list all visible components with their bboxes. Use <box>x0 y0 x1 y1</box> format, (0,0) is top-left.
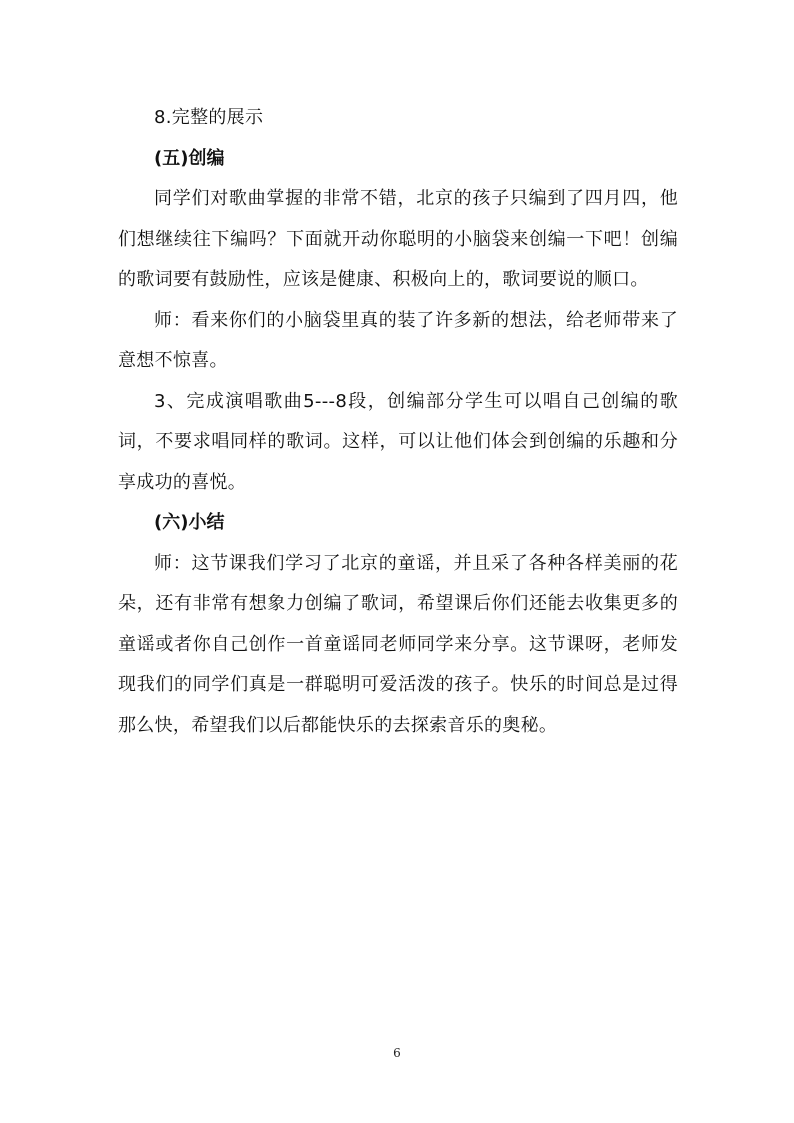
step-label: 8.完整的展示 <box>154 107 264 128</box>
section-heading-summary: (六)小结 <box>154 512 225 533</box>
paragraph-teacher-remark: 师：看来你们的小脑袋里真的装了许多新的想法，给老师带来了意想不惊喜。 <box>118 309 678 371</box>
section-heading-creation: (五)创编 <box>154 147 225 169</box>
page-number: 6 <box>393 1046 401 1060</box>
paragraph-performance: 3、完成演唱歌曲5---8段，创编部分学生可以唱自己创编的歌词，不要求唱同样的歌词。这样，可以让他们体会到创编的乐趣和分享成功的喜悦。 <box>118 390 678 493</box>
paragraph-summary: 师：这节课我们学习了北京的童谣，并且采了各种各样美丽的花朵，还有非常有想象力创编了歌词，希望课后你们还能去收集更多的童谣或者你自己创作一首童谣同老师同学来分享。这节课呀，老师发现我们的同学们真是一群聪明可爱活泼的孩子。快乐的时间总是过得那么快，希望我们以后都能快乐的去探索音乐的奥秘。 <box>118 552 678 736</box>
paragraph-creation-intro: 同学们对歌曲掌握的非常不错，北京的孩子只编到了四月四，他们想继续往下编吗？下面就开动你聪明的小脑袋来创编一下吧！创编的歌词要有鼓励性，应该是健康、积极向上的，歌词要说的顺口。 <box>118 188 678 290</box>
document-body <box>118 98 678 746</box>
